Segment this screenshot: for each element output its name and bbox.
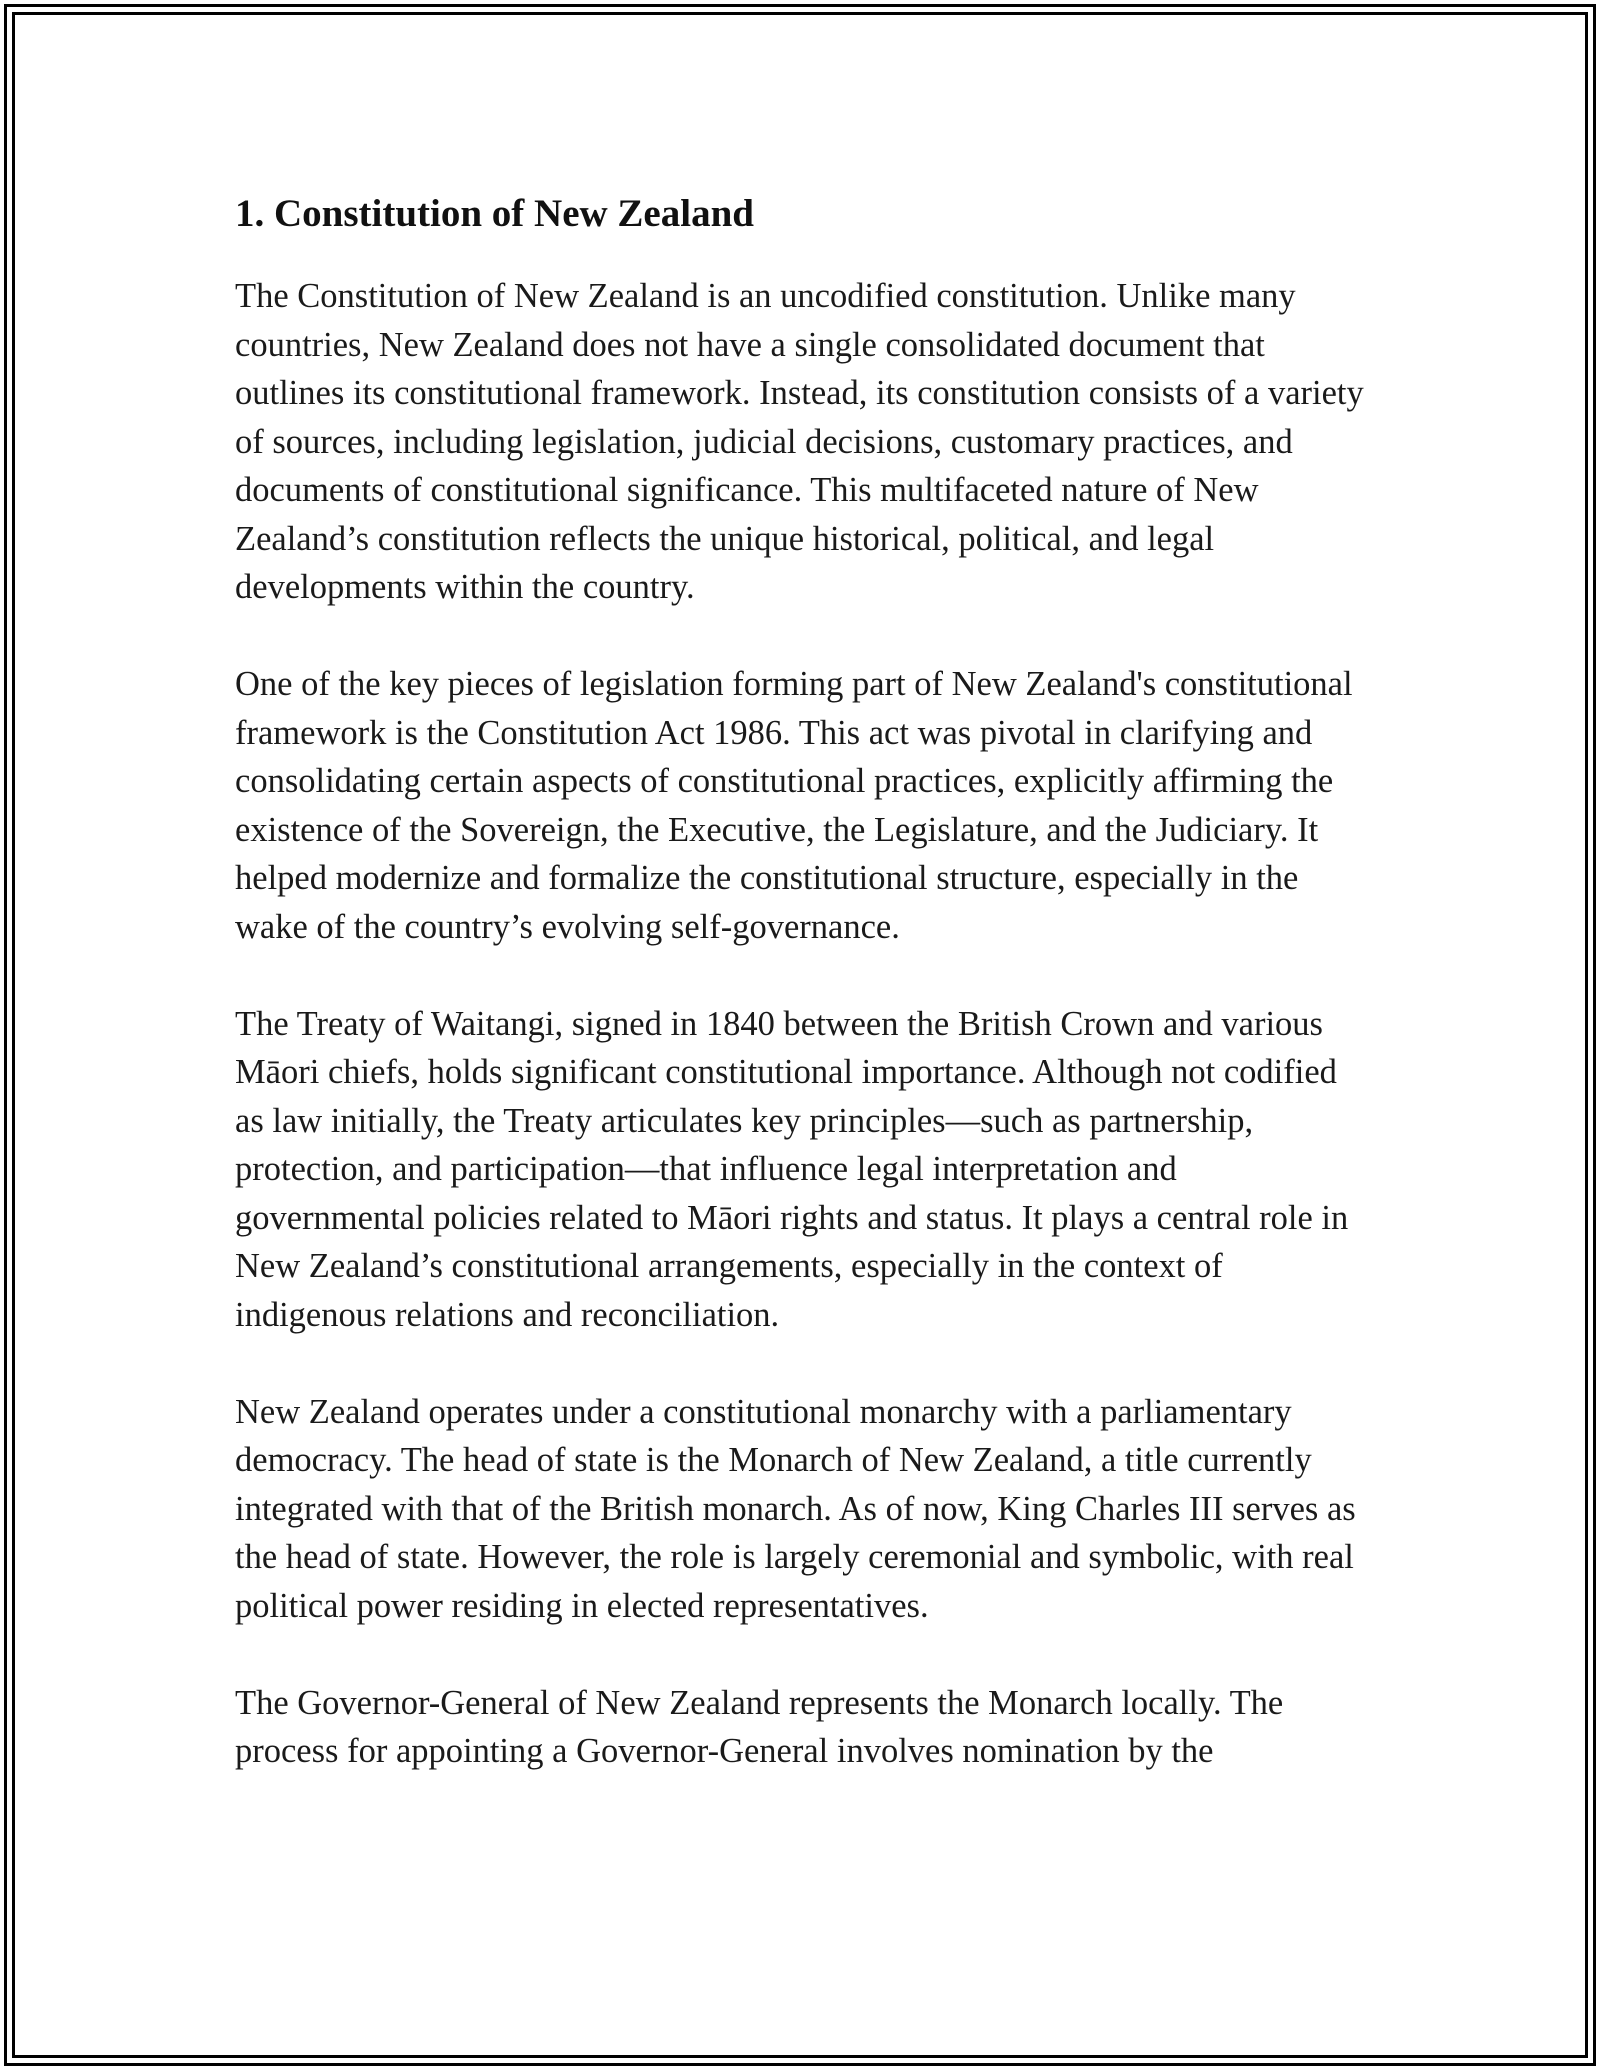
paragraph-treaty-of-waitangi: The Treaty of Waitangi, signed in 1840 between the British Crown and various Māori chiefs, holds significant constitutional importance. Although not codified as law initially, the Treaty articulates key principles—such as partnership, protection, and participation—that influence legal interpretation and governmental policies related to Māori rights and status. It plays a central role in New Zealand’s constitutional arrangements, especially in the context of indigenous relations and reconciliation. — [235, 1004, 1349, 1334]
paragraph-constitutional-monarchy: New Zealand operates under a constitutional monarchy with a parliamentary democracy. The head of state is the Monarch of New Zealand, a title currently integrated with that of the British monarch. As of now, King Charles III serves as the head of state. However, the role is largely ceremonial and symbolic, with real political power residing in elected representatives. — [235, 1392, 1356, 1625]
section-heading: 1. Constitution of New Zealand — [235, 192, 754, 235]
paragraph-constitution-act-1986: One of the key pieces of legislation forming part of New Zealand's constitutional framework is the Constitution Act 1986. This act was pivotal in clarifying and consolidating certain aspects of constitutional practices, explicitly affirming the existence of the Sovereign, the Executive, the Legislature, and the Judiciary. It helped modernize and formalize the constitutional structure, especially in the wake of the country’s evolving self-governance. — [235, 665, 1353, 946]
paragraph-uncodified-constitution: The Constitution of New Zealand is an uncodified constitution. Unlike many countries, New Zealand does not have a single consolidated document that outlines its constitutional framework. Instead, its constitution consists of a variety of sources, including legislation, judicial decisions, customary practices, and documents of constitutional significance. This multifaceted nature of New Zealand’s constitution reflects the unique historical, political, and legal developments within the country. — [235, 277, 1364, 606]
paragraph-governor-general: The Governor-General of New Zealand represents the Monarch locally. The process for appointing a Governor-General involves nomination by the — [235, 1683, 1284, 1770]
document-body — [235, 186, 1365, 1824]
